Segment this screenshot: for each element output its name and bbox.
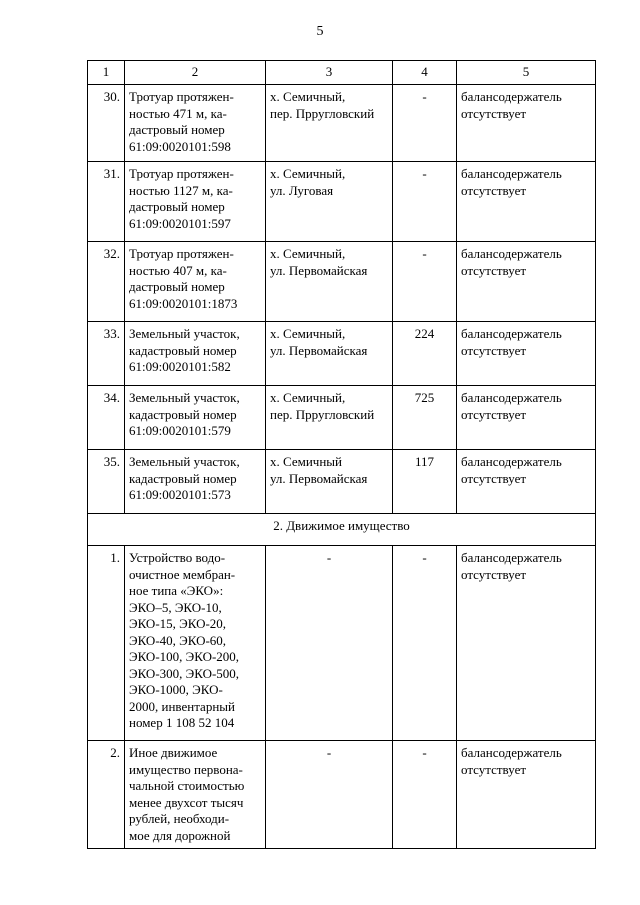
row-number: 32.	[88, 242, 125, 322]
object-address: -	[266, 546, 393, 741]
balance-holder: балансодержатель отсутствует	[457, 322, 596, 386]
row-number: 1.	[88, 546, 125, 741]
object-name: Земельный участок, кадастровый номер 61:09:0020101:573	[125, 450, 266, 514]
balance-holder: балансодержатель отсутствует	[457, 85, 596, 162]
balance-holder: балансодержатель отсутствует	[457, 162, 596, 242]
row-number: 35.	[88, 450, 125, 514]
table-row	[88, 741, 596, 849]
row-number: 31.	[88, 162, 125, 242]
object-name: Тротуар протяжен- ностью 407 м, ка- дастровый номер 61:09:0020101:1873	[125, 242, 266, 322]
section-row	[88, 514, 596, 546]
object-name: Тротуар протяжен- ностью 1127 м, ка- дастровый номер 61:09:0020101:597	[125, 162, 266, 242]
object-area: -	[393, 162, 457, 242]
object-address: х. Семичный, ул. Луговая	[266, 162, 393, 242]
row-number: 30.	[88, 85, 125, 162]
section-title: 2. Движимое имущество	[88, 514, 596, 546]
header-cell-3: 3	[266, 61, 393, 85]
property-table	[87, 60, 596, 849]
page-number: 5	[316, 24, 324, 39]
balance-holder: балансодержатель отсутствует	[457, 741, 596, 849]
table-row	[88, 322, 596, 386]
object-address: х. Семичный, пер. Прругловский	[266, 386, 393, 450]
header-cell-1: 1	[88, 61, 125, 85]
balance-holder: балансодержатель отсутствует	[457, 242, 596, 322]
object-address: х. Семичный, пер. Прругловский	[266, 85, 393, 162]
table-row	[88, 386, 596, 450]
header-cell-4: 4	[393, 61, 457, 85]
table-row	[88, 546, 596, 741]
row-number: 33.	[88, 322, 125, 386]
object-address: -	[266, 741, 393, 849]
table-row	[88, 450, 596, 514]
object-name: Земельный участок, кадастровый номер 61:09:0020101:579	[125, 386, 266, 450]
row-number: 2.	[88, 741, 125, 849]
object-area: 224	[393, 322, 457, 386]
object-name: Тротуар протяжен- ностью 471 м, ка- дастровый номер 61:09:0020101:598	[125, 85, 266, 162]
header-cell-2: 2	[125, 61, 266, 85]
object-area: -	[393, 546, 457, 741]
balance-holder: балансодержатель отсутствует	[457, 546, 596, 741]
table-row	[88, 162, 596, 242]
object-name: Иное движимое имущество первона- чальной стоимостью менее двухсот тысяч рублей, необходи- мое для дорожной	[125, 741, 266, 849]
object-area: -	[393, 242, 457, 322]
balance-holder: балансодержатель отсутствует	[457, 386, 596, 450]
object-area: 117	[393, 450, 457, 514]
object-name: Устройство водо- очистное мембран- ное типа «ЭКО»: ЭКО–5, ЭКО-10, ЭКО-15, ЭКО-20, ЭКО-40, ЭКО-60, ЭКО-100, ЭКО-200, ЭКО-300, ЭКО-500, ЭКО-1000, ЭКО- 2000, инвентарный номер 1 108 52 104	[125, 546, 266, 741]
header-cell-5: 5	[457, 61, 596, 85]
object-address: х. Семичный, ул. Первомайская	[266, 242, 393, 322]
table-header-row	[88, 61, 596, 85]
row-number: 34.	[88, 386, 125, 450]
object-address: х. Семичный, ул. Первомайская	[266, 322, 393, 386]
object-area: -	[393, 741, 457, 849]
balance-holder: балансодержатель отсутствует	[457, 450, 596, 514]
object-address: х. Семичный ул. Первомайская	[266, 450, 393, 514]
object-name: Земельный участок, кадастровый номер 61:09:0020101:582	[125, 322, 266, 386]
object-area: 725	[393, 386, 457, 450]
object-area: -	[393, 85, 457, 162]
table-row	[88, 242, 596, 322]
table-row	[88, 85, 596, 162]
